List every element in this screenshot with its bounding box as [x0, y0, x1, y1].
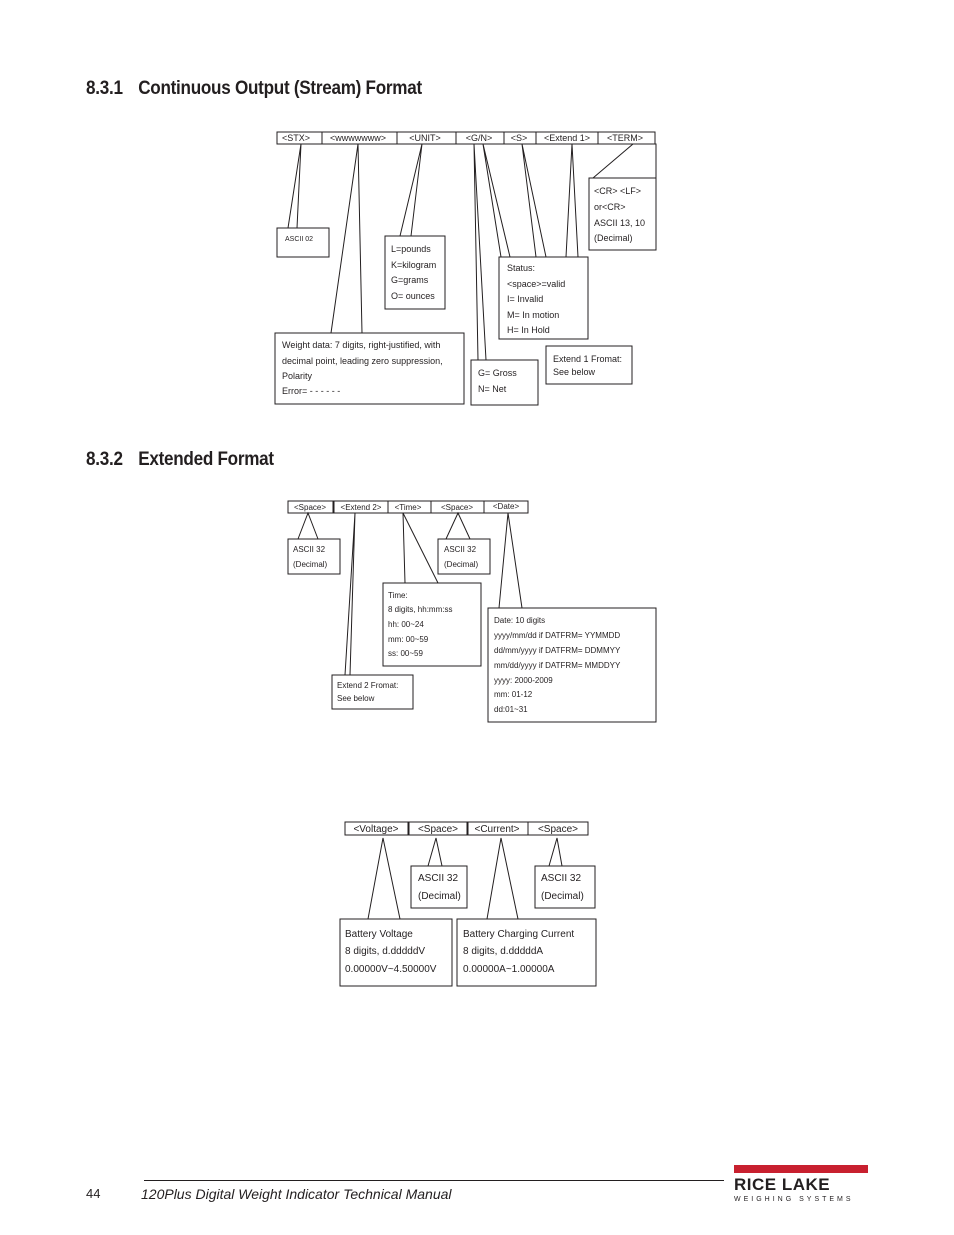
- status-box-line: H= In Hold: [507, 325, 550, 335]
- logo-wordmark: RICE LAKE: [734, 1175, 831, 1194]
- logo-subtitle: WEIGHING SYSTEMS: [734, 1196, 854, 1203]
- current-box-line: 8 digits, d.dddddA: [463, 946, 544, 957]
- field-voltage: <Voltage>: [353, 824, 399, 835]
- section-title: Continuous Output (Stream) Format: [138, 78, 422, 99]
- date-box-line: Date: 10 digits: [494, 616, 546, 625]
- date-box-line: mm/dd/yyyy if DATFRM= MMDDYY: [494, 661, 621, 670]
- field-status: <S>: [510, 133, 528, 143]
- weight-box-line: Weight data: 7 digits, right-justified, with: [282, 340, 441, 350]
- field-date: <Date>: [492, 502, 520, 511]
- unit-box-line: L=pounds: [391, 244, 431, 254]
- logo-red-bar: [734, 1165, 868, 1173]
- battery-space2-line: ASCII 32: [541, 873, 582, 884]
- voltage-box-line: Battery Voltage: [345, 929, 413, 940]
- field-gn: <G/N>: [465, 133, 493, 143]
- date-box-line: dd/mm/yyyy if DATFRM= DDMMYY: [494, 646, 621, 655]
- extend2-box-line: See below: [337, 694, 375, 703]
- date-box-line: yyyy: 2000-2009: [494, 676, 553, 685]
- space1-box-line: (Decimal): [293, 560, 328, 569]
- manual-title: 120Plus Digital Weight Indicator Technical Manual: [141, 1186, 452, 1202]
- field-space: <Space>: [293, 503, 327, 512]
- extend2-box-line: Extend 2 Fromat:: [337, 681, 399, 690]
- section-number: 8.3.1: [86, 78, 123, 99]
- unit-box-line: G=grams: [391, 275, 429, 285]
- section-number: 8.3.2: [86, 449, 123, 470]
- space2-box-line: ASCII 32: [444, 545, 477, 554]
- field-stx: <STX>: [281, 133, 311, 143]
- status-box-line: M= In motion: [507, 310, 560, 320]
- term-box-line: ASCII 13, 10: [594, 218, 646, 228]
- section-title: Extended Format: [138, 449, 274, 470]
- unit-box-line: O= ounces: [391, 291, 435, 301]
- date-box-line: yyyy/mm/dd if DATFRM= YYMMDD: [494, 631, 621, 640]
- gn-box-line: N= Net: [478, 384, 507, 394]
- extend1-box-line: Extend 1 Fromat:: [553, 354, 623, 364]
- extend1-box-line: See below: [553, 367, 596, 377]
- unit-box-line: K=kilogram: [391, 260, 437, 270]
- field-current: <Current>: [474, 824, 520, 835]
- page-number: 44: [86, 1186, 101, 1201]
- current-box-line: Battery Charging Current: [463, 929, 575, 940]
- rice-lake-logo: [730, 1165, 870, 1205]
- field-space: <Space>: [417, 824, 459, 835]
- field-weight: <wwwwwww>: [329, 133, 387, 143]
- battery-space2-line: (Decimal): [541, 891, 584, 902]
- field-space: <Space>: [537, 824, 579, 835]
- field-space: <Space>: [440, 503, 474, 512]
- weight-box-line: Polarity: [282, 371, 313, 381]
- time-box-line: Time:: [388, 591, 408, 600]
- time-box-line: 8 digits, hh:mm:ss: [388, 605, 453, 614]
- field-time: <Time>: [394, 503, 422, 512]
- field-term: <TERM>: [606, 133, 644, 143]
- time-box-line: mm: 00~59: [388, 635, 429, 644]
- current-box-line: 0.00000A~1.00000A: [463, 964, 555, 975]
- status-box-line: Status:: [507, 263, 536, 273]
- weight-box-line: Error= - - - - - -: [282, 386, 341, 396]
- voltage-box-line: 0.00000V~4.50000V: [345, 964, 437, 975]
- space1-box-line: ASCII 32: [293, 545, 326, 554]
- battery-space1-line: (Decimal): [418, 891, 461, 902]
- battery-space1-line: ASCII 32: [418, 873, 459, 884]
- term-box-line: <CR> <LF>: [594, 186, 642, 196]
- term-box-line: (Decimal): [594, 233, 633, 243]
- gn-box-line: G= Gross: [478, 368, 517, 378]
- date-box-line: mm: 01-12: [494, 690, 533, 699]
- date-box-line: dd:01~31: [494, 705, 528, 714]
- voltage-box-line: 8 digits, d.dddddV: [345, 946, 426, 957]
- term-box-line: or<CR>: [594, 202, 626, 212]
- field-extend2: <Extend 2>: [340, 503, 382, 512]
- status-box-line: <space>=valid: [507, 279, 566, 289]
- space2-box-line: (Decimal): [444, 560, 479, 569]
- footer-rule: [144, 1180, 724, 1181]
- stx-box-text: ASCII 02: [285, 236, 314, 243]
- status-box-line: I= Invalid: [507, 294, 544, 304]
- time-box-line: hh: 00~24: [388, 620, 424, 629]
- field-unit: <UNIT>: [409, 133, 441, 143]
- time-box-line: ss: 00~59: [388, 649, 423, 658]
- field-extend1: <Extend 1>: [543, 133, 591, 143]
- weight-box-line: decimal point, leading zero suppression,: [282, 356, 443, 366]
